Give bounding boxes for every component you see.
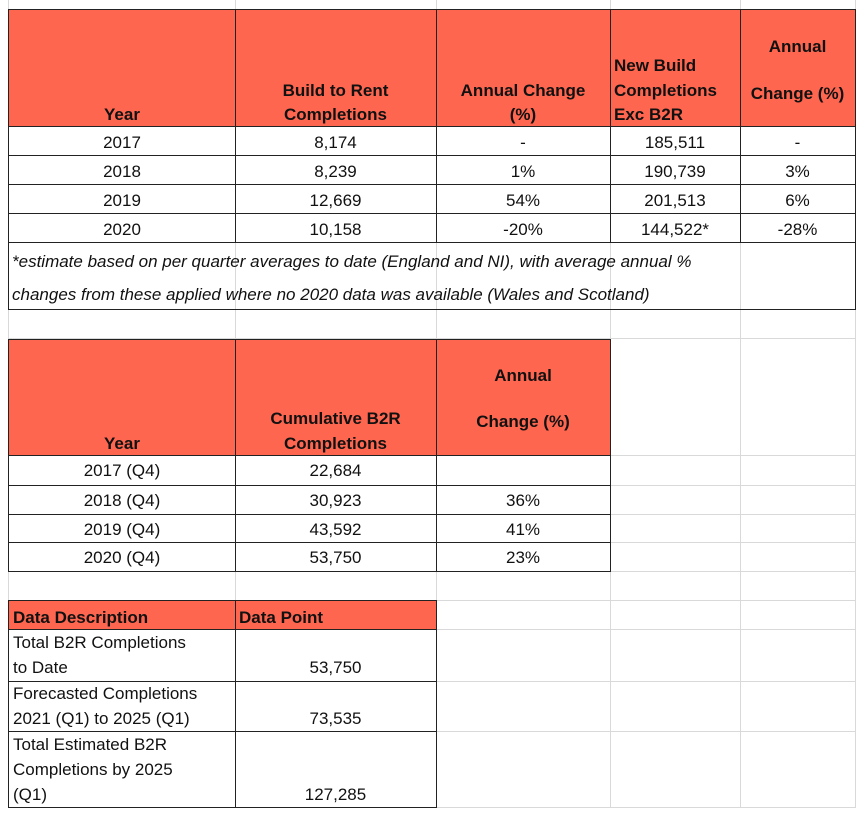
table1-cell-newbuild: 190,739 <box>644 162 706 181</box>
table2-border <box>8 485 611 486</box>
table2-border <box>8 571 611 572</box>
table1-border <box>610 9 611 243</box>
table1-cell-year: 2020 <box>103 220 141 239</box>
table1-border <box>8 126 856 127</box>
table3-border <box>8 681 437 682</box>
gridline <box>610 514 856 515</box>
table1-header-newbuild: Completions <box>614 81 717 100</box>
table1-header-btr: Build to Rent <box>282 81 389 100</box>
table1-cell-year: 2017 <box>103 133 141 152</box>
table3-border <box>8 629 437 630</box>
table2-cell-change: 36% <box>505 491 541 510</box>
table3-border <box>436 600 437 808</box>
table3-cell-description: Forecasted Completions <box>13 684 198 703</box>
table1-cell-year: 2018 <box>103 162 141 181</box>
table1-border <box>8 242 856 243</box>
table2-header-cumulative: Completions <box>284 434 387 453</box>
table1-header-newbuild: New Build <box>614 56 697 75</box>
table2-header-change: Change (%) <box>476 412 570 431</box>
table1-footnote: changes from these applied where no 2020 data was available (Wales and Scotland) <box>12 285 650 304</box>
table3-cell-description: to Date <box>13 658 68 677</box>
table3-border <box>8 600 9 808</box>
table2-cell-year: 2019 (Q4) <box>83 520 161 539</box>
table2-border <box>8 514 611 515</box>
table2-cell-year: 2018 (Q4) <box>83 491 161 510</box>
table1-border <box>8 9 856 10</box>
table1-cell-change: 1% <box>510 162 536 181</box>
table1-cell-change: 54% <box>505 191 541 210</box>
table1-cell-btr: 10,158 <box>309 220 362 239</box>
table1-header-change2: Annual <box>768 37 827 56</box>
gridline <box>610 542 856 543</box>
table1-cell-change2: 6% <box>785 191 810 210</box>
table1-border <box>8 155 856 156</box>
table2-border <box>436 339 437 572</box>
table2-border <box>8 542 611 543</box>
table2-header-cumulative: Cumulative B2R <box>270 409 401 428</box>
table1-header-btr: Completions <box>284 105 387 124</box>
table1-border <box>8 9 9 310</box>
table2-cell-change: 23% <box>505 548 541 567</box>
table1-border <box>8 213 856 214</box>
table1-header-change: Annual Change <box>460 81 586 100</box>
table3-cell-description: Completions by 2025 <box>13 760 173 779</box>
table2-cell-change: 41% <box>505 520 541 539</box>
table1-header-change2: Change (%) <box>750 84 845 103</box>
table1-cell-btr: 12,669 <box>309 191 362 210</box>
table2-border <box>8 339 611 340</box>
table1-header-change: (%) <box>509 105 537 124</box>
table3-header-point: Data Point <box>239 608 324 627</box>
gridline <box>610 455 856 456</box>
table1-cell-btr: 8,239 <box>314 162 357 181</box>
table1-footnote: *estimate based on per quarter averages to date (England and NI), with average annual % <box>12 252 692 271</box>
table2-cell-cumulative: 30,923 <box>309 491 362 510</box>
table2-cell-year: 2017 (Q4) <box>83 461 161 480</box>
table2-border <box>610 339 611 572</box>
table1-border <box>8 309 856 310</box>
table1-cell-btr: 8,174 <box>314 133 357 152</box>
table3-border <box>8 731 437 732</box>
gridline <box>610 485 856 486</box>
table1-cell-newbuild: 185,511 <box>644 133 706 152</box>
table1-cell-newbuild: 144,522* <box>640 220 710 239</box>
table2-border <box>235 339 236 572</box>
table1-border <box>740 9 741 243</box>
table2-header-year: Year <box>104 434 140 453</box>
table3-cell-description: (Q1) <box>13 785 47 804</box>
table3-cell-description: Total Estimated B2R <box>13 735 168 754</box>
table2-cell-cumulative: 22,684 <box>309 461 362 480</box>
table1-cell-year: 2019 <box>103 191 141 210</box>
table2-border <box>8 339 9 572</box>
table2-cell-cumulative: 53,750 <box>309 548 362 567</box>
table1-border <box>8 184 856 185</box>
table2-cell-cumulative: 43,592 <box>309 520 362 539</box>
table3-cell-value: 53,750 <box>309 658 362 677</box>
table3-border <box>8 600 437 601</box>
table2-header-change: Annual <box>494 366 552 385</box>
table3-cell-description: Total B2R Completions <box>13 633 186 652</box>
table2-border <box>8 455 611 456</box>
table1-cell-change2: - <box>794 133 801 152</box>
table3-border <box>235 600 236 808</box>
table1-border <box>436 9 437 243</box>
table3-cell-value: 127,285 <box>304 785 367 804</box>
table1-cell-change2: 3% <box>785 162 810 181</box>
table1-border <box>235 9 236 243</box>
table2-cell-year: 2020 (Q4) <box>83 548 161 567</box>
table3-cell-value: 73,535 <box>309 709 362 728</box>
table1-cell-newbuild: 201,513 <box>644 191 706 210</box>
table3-header-description: Data Description <box>13 608 149 627</box>
table1-cell-change: - <box>520 133 526 152</box>
table1-header-year: Year <box>104 105 140 124</box>
table1-cell-change: -20% <box>503 220 543 239</box>
table3-border <box>8 807 437 808</box>
table1-cell-change2: -28% <box>777 220 818 239</box>
table3-cell-description: 2021 (Q1) to 2025 (Q1) <box>13 709 190 728</box>
table1-border <box>855 9 856 310</box>
table1-header-newbuild: Exc B2R <box>614 105 683 124</box>
